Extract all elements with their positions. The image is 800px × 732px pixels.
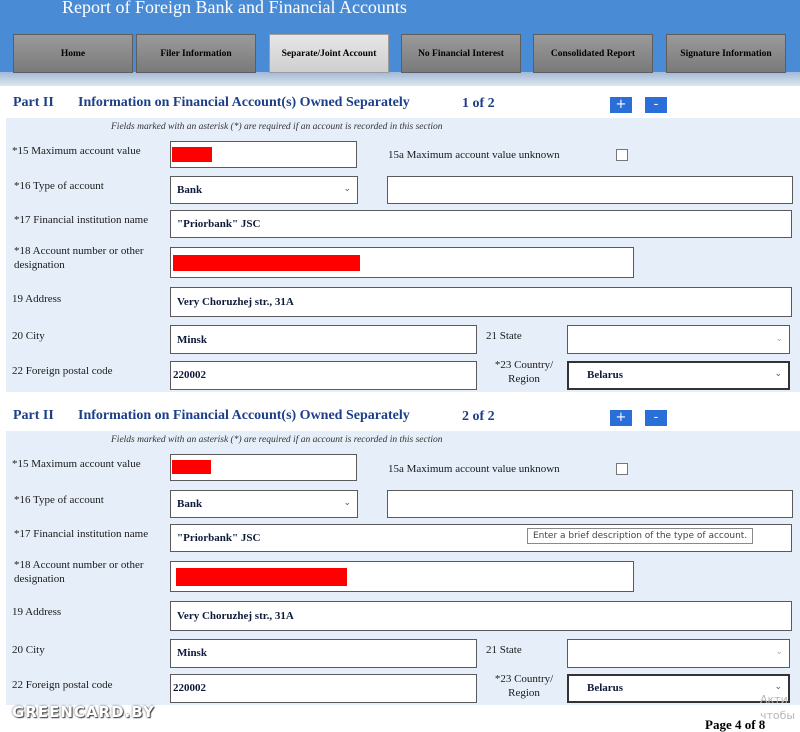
country-value: Belarus bbox=[587, 369, 624, 381]
account-number-input[interactable] bbox=[170, 561, 634, 592]
city-label: 20 City bbox=[12, 330, 45, 342]
part-title: Information on Financial Account(s) Owned Separately bbox=[78, 408, 410, 423]
account-type-label: *16 Type of account bbox=[14, 494, 104, 506]
account-number-input[interactable] bbox=[170, 247, 634, 278]
institution-label: *17 Financial institution name bbox=[14, 528, 149, 540]
chevron-down-icon: ⌄ bbox=[774, 682, 782, 692]
city-value: Minsk bbox=[177, 647, 207, 659]
city-input[interactable] bbox=[170, 639, 477, 668]
max-unknown-label: 15a Maximum account value unknown bbox=[388, 463, 560, 475]
required-fields-note: Fields marked with an asterisk (*) are required if an account is recorded in this section bbox=[111, 122, 443, 132]
address-value: Very Choruzhej str., 31A bbox=[177, 610, 294, 622]
max-unknown-checkbox[interactable] bbox=[616, 463, 628, 475]
postal-code-input[interactable] bbox=[170, 361, 477, 390]
postal-code-input[interactable] bbox=[170, 674, 477, 703]
tab-signature-information[interactable]: Signature Information bbox=[666, 34, 786, 73]
tab-no-financial-interest[interactable]: No Financial Interest bbox=[401, 34, 521, 73]
country-select[interactable] bbox=[567, 361, 790, 390]
postal-code-value: 220002 bbox=[173, 369, 206, 381]
page-number: Page 4 of 8 bbox=[705, 717, 766, 732]
address-label: 19 Address bbox=[12, 293, 62, 305]
max-value-input[interactable] bbox=[170, 141, 357, 168]
report-title: Report of Foreign Bank and Financial Accounts bbox=[62, 0, 407, 17]
redaction-block bbox=[173, 255, 360, 271]
city-label: 20 City bbox=[12, 644, 45, 656]
account-number-label-text: *18 Account number or other designation bbox=[14, 559, 144, 585]
account-counter: 1 of 2 bbox=[462, 96, 495, 111]
tab-consolidated-report[interactable]: Consolidated Report bbox=[533, 34, 653, 73]
max-value-label: *15 Maximum account value bbox=[12, 145, 141, 157]
part-number: Part II bbox=[13, 95, 54, 110]
address-input[interactable] bbox=[170, 601, 792, 631]
add-account-button[interactable]: + bbox=[610, 410, 632, 426]
account-type-other-input[interactable] bbox=[387, 490, 793, 518]
account-type-value: Bank bbox=[177, 184, 203, 196]
watermark: GREENCARD.BY bbox=[12, 703, 155, 721]
chevron-down-icon: ⌄ bbox=[343, 498, 351, 508]
postal-code-label: 22 Foreign postal code bbox=[12, 679, 113, 691]
os-activation-overlay: Акти чтобы bbox=[760, 693, 796, 722]
part-number: Part II bbox=[13, 408, 54, 423]
chevron-down-icon: ⌄ bbox=[775, 334, 783, 344]
postal-code-label: 22 Foreign postal code bbox=[12, 365, 113, 377]
chevron-down-icon: ⌄ bbox=[774, 369, 782, 379]
account-number-label bbox=[14, 558, 164, 586]
part-header bbox=[0, 403, 800, 431]
add-account-button[interactable]: + bbox=[610, 97, 632, 113]
chevron-down-icon: ⌄ bbox=[343, 184, 351, 194]
institution-label: *17 Financial institution name bbox=[14, 214, 149, 226]
account-number-label-text: *18 Account number or other designation bbox=[14, 245, 144, 271]
tab-separate-joint-account[interactable]: Separate/Joint Account bbox=[269, 34, 389, 73]
account-counter: 2 of 2 bbox=[462, 409, 495, 424]
chevron-down-icon: ⌄ bbox=[775, 647, 783, 657]
country-label: *23 Country/ Region bbox=[494, 359, 554, 385]
state-select[interactable] bbox=[567, 639, 790, 668]
state-select[interactable] bbox=[567, 325, 790, 354]
account-type-select[interactable] bbox=[170, 176, 358, 204]
account-type-select[interactable] bbox=[170, 490, 358, 518]
remove-account-button[interactable]: - bbox=[645, 410, 667, 426]
institution-input[interactable] bbox=[170, 210, 792, 238]
country-label: *23 Country/ Region bbox=[494, 673, 554, 699]
max-value-input[interactable] bbox=[170, 454, 357, 481]
remove-account-button[interactable]: - bbox=[645, 97, 667, 113]
max-unknown-checkbox[interactable] bbox=[616, 149, 628, 161]
country-value: Belarus bbox=[587, 682, 624, 694]
redaction-block bbox=[172, 460, 211, 474]
institution-value: "Priorbank" JSC bbox=[177, 532, 261, 544]
max-value-label: *15 Maximum account value bbox=[12, 458, 141, 470]
tooltip: Enter a brief description of the type of account. bbox=[527, 528, 753, 544]
banner-divider bbox=[0, 72, 800, 86]
city-value: Minsk bbox=[177, 334, 207, 346]
address-input[interactable] bbox=[170, 287, 792, 317]
city-input[interactable] bbox=[170, 325, 477, 354]
country-select[interactable] bbox=[567, 674, 790, 703]
redaction-block bbox=[172, 147, 212, 162]
account-number-label bbox=[14, 244, 164, 272]
max-unknown-label: 15a Maximum account value unknown bbox=[388, 149, 560, 161]
part-header bbox=[0, 90, 800, 118]
account-type-value: Bank bbox=[177, 498, 203, 510]
account-type-label: *16 Type of account bbox=[14, 180, 104, 192]
state-label: 21 State bbox=[486, 330, 522, 342]
required-fields-note: Fields marked with an asterisk (*) are required if an account is recorded in this section bbox=[111, 435, 443, 445]
tab-home[interactable]: Home bbox=[13, 34, 133, 73]
postal-code-value: 220002 bbox=[173, 682, 206, 694]
account-type-other-input[interactable] bbox=[387, 176, 793, 204]
address-value: Very Choruzhej str., 31A bbox=[177, 296, 294, 308]
address-label: 19 Address bbox=[12, 606, 62, 618]
part-title: Information on Financial Account(s) Owned Separately bbox=[78, 95, 410, 110]
redaction-block bbox=[176, 568, 347, 586]
state-label: 21 State bbox=[486, 644, 522, 656]
institution-value: "Priorbank" JSC bbox=[177, 218, 261, 230]
tab-filer-information[interactable]: Filer Information bbox=[136, 34, 256, 73]
